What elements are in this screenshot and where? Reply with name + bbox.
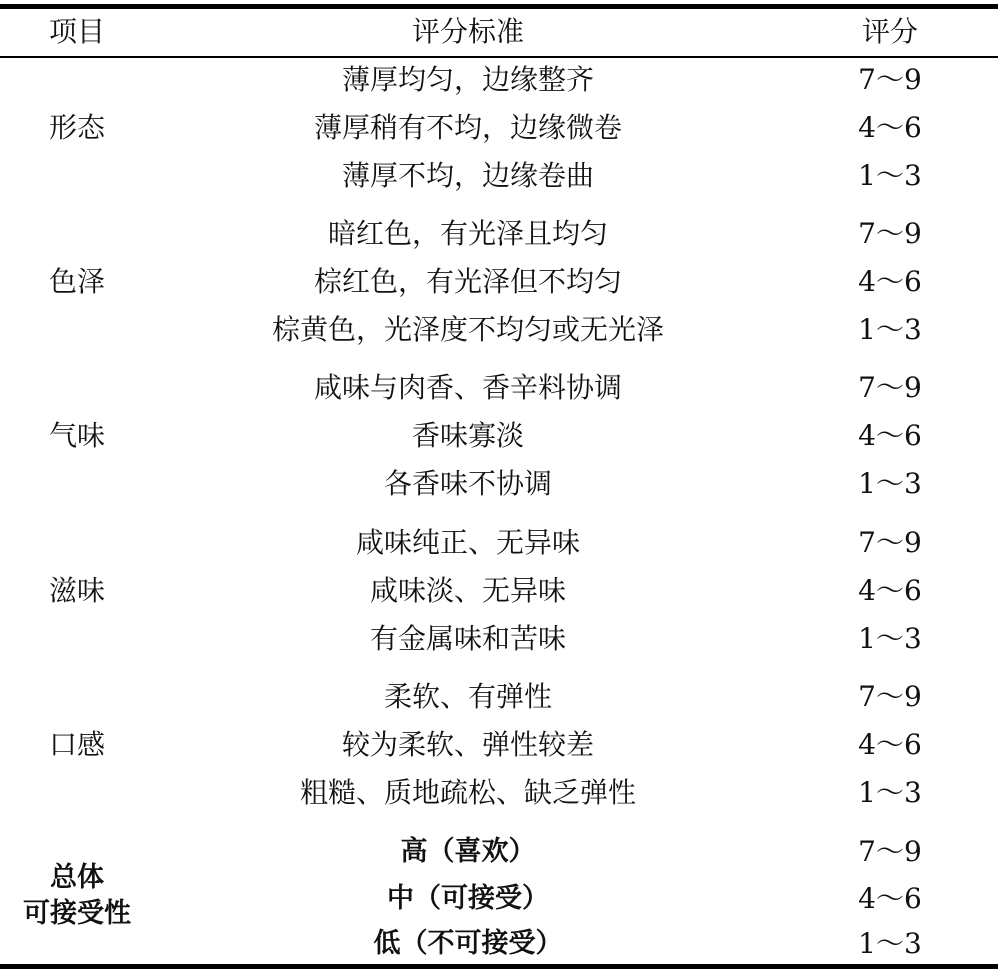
criteria-cell: 棕黄色，光泽度不均匀或无光泽	[271, 313, 665, 346]
criteria-cell: 中（可接受）	[387, 883, 549, 914]
criteria-cell: 棕红色，有光泽但不均匀	[313, 265, 623, 298]
criteria-cell: 有金属味和苦味	[369, 622, 567, 655]
criteria-cell: 咸味纯正、无异味	[355, 526, 581, 559]
score-cell: 1～3	[858, 159, 922, 192]
header-score: 评分	[861, 15, 919, 48]
score-cell: 4～6	[858, 728, 922, 761]
score-cell: 1～3	[858, 467, 922, 500]
criteria-cell: 较为柔软、弹性较差	[341, 728, 595, 761]
criteria-cell: 薄厚稍有不均，边缘微卷	[313, 111, 623, 144]
score-cell: 1～3	[858, 776, 922, 809]
criteria-cell: 咸味与肉香、香辛料协调	[313, 371, 623, 404]
category-label: 口感	[48, 728, 106, 761]
category-label: 可接受性	[23, 898, 131, 929]
score-cell: 7～9	[858, 371, 922, 404]
criteria-cell: 薄厚不均，边缘卷曲	[341, 159, 595, 192]
score-cell: 4～6	[858, 111, 922, 144]
score-cell: 7～9	[858, 680, 922, 713]
category-label: 色泽	[48, 265, 106, 298]
score-cell: 4～6	[858, 574, 922, 607]
criteria-cell: 柔软、有弹性	[383, 680, 553, 713]
criteria-cell: 薄厚均匀，边缘整齐	[341, 63, 595, 96]
category-label: 总体	[50, 862, 104, 893]
category-label: 气味	[48, 419, 106, 452]
score-cell: 1～3	[858, 927, 922, 960]
criteria-cell: 高（喜欢）	[400, 836, 536, 867]
header-criteria: 评分标准	[411, 15, 525, 48]
score-cell: 4～6	[858, 419, 922, 452]
bottom-rule	[0, 964, 998, 969]
score-cell: 7～9	[858, 63, 922, 96]
score-cell: 1～3	[858, 313, 922, 346]
category-label: 滋味	[48, 574, 106, 607]
score-cell: 7～9	[858, 526, 922, 559]
score-cell: 4～6	[858, 265, 922, 298]
header-item: 项目	[48, 15, 106, 48]
criteria-cell: 咸味淡、无异味	[369, 574, 567, 607]
criteria-cell: 粗糙、质地疏松、缺乏弹性	[299, 776, 637, 809]
score-cell: 1～3	[858, 622, 922, 655]
criteria-cell: 低（不可接受）	[373, 928, 563, 959]
category-label: 形态	[48, 111, 106, 144]
criteria-cell: 香味寡淡	[411, 419, 525, 452]
criteria-cell: 各香味不协调	[383, 467, 553, 500]
score-cell: 4～6	[858, 882, 922, 915]
criteria-cell: 暗红色，有光泽且均匀	[327, 217, 609, 250]
score-cell: 7～9	[858, 217, 922, 250]
score-cell: 7～9	[858, 835, 922, 868]
